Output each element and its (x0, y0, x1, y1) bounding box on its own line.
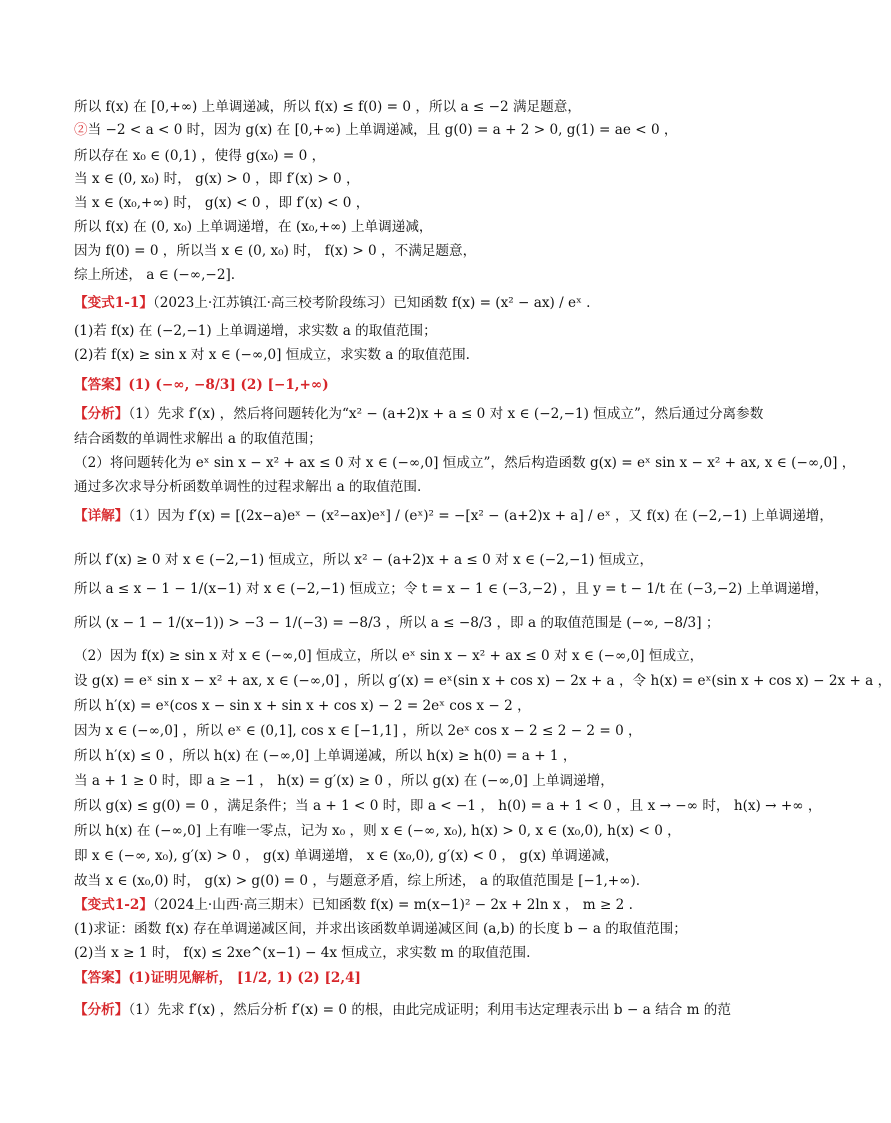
text-line (74, 795, 822, 817)
text-line (74, 476, 734, 498)
text-segment: 结合函数的单调性求解出 a 的取值范围； (74, 431, 322, 447)
text-segment: (2)当 x ≥ 1 时， f(x) ≤ 2xe^(x−1) − 4x 恒成立，求实数 m 的取值范围. (74, 945, 531, 961)
text-segment: （1）因为 f′(x) = [(2x−a)eˣ − (x²−ax)eˣ] / (eˣ)² = −[x² − (a+2)x + a] / eˣ ，又 f(x) 在 (−2,−1) 上单调递增， (128, 508, 833, 524)
label-segment: 【变式1-1】 (74, 295, 153, 311)
text-line (74, 720, 734, 742)
text-line (74, 216, 734, 238)
text-line (74, 612, 734, 634)
text-line (74, 192, 734, 214)
text-segment: (2)若 f(x) ≥ sin x 对 x ∈ (−∞,0] 恒成立，求实数 a 的取值范围. (74, 347, 470, 363)
text-line (74, 96, 734, 118)
text-line (74, 428, 734, 450)
text-line (74, 745, 734, 767)
text-segment: 因为 f(0) = 0 ，所以当 x ∈ (0, x₀) 时， f(x) > 0 ，不满足题意， (74, 243, 477, 259)
text-line (74, 168, 734, 190)
text-segment: 所以 h(x) 在 (−∞,0] 上有唯一零点，记为 x₀ ，则 x ∈ (−∞, x₀), h(x) > 0, x ∈ (x₀,0), h(x) < 0 ， (74, 823, 681, 839)
text-line (74, 670, 891, 692)
label-segment: 【变式1-2】 (74, 897, 153, 913)
text-segment: 即 x ∈ (−∞, x₀), g′(x) > 0 ， g(x) 单调递增， x ∈ (x₀,0), g′(x) < 0 ， g(x) 单调递减， (74, 848, 619, 864)
text-segment: 所以 (x − 1 − 1/(x−1)) > −3 − 1/(−3) = −8/3 ，所以 a ≤ −8/3 ，即 a 的取值范围是 (−∞, −8/3] ； (74, 615, 720, 631)
label-segment: ② (74, 122, 88, 138)
text-segment: 所以 h′(x) = eˣ(cos x − sin x + sin x + cos x) − 2 = 2eˣ cos x − 2 ， (74, 698, 531, 714)
text-line (74, 264, 734, 286)
text-line (74, 967, 734, 989)
text-segment: 所以 f′(x) ≥ 0 对 x ∈ (−2,−1) 恒成立，所以 x² − (a+2)x + a ≤ 0 对 x ∈ (−2,−1) 恒成立， (74, 552, 654, 568)
text-line (74, 870, 734, 892)
label-segment: 【分析】 (74, 406, 129, 422)
text-line (74, 770, 734, 792)
text-line (74, 374, 734, 396)
text-line (74, 845, 734, 867)
text-segment: 设 g(x) = eˣ sin x − x² + ax, x ∈ (−∞,0] ，所以 g′(x) = eˣ(sin x + cos x) − 2x + a ，令 h(x) = eˣ(sin x + cos x) − 2x + a ， (74, 673, 891, 689)
text-line (74, 452, 856, 474)
text-segment: 因为 x ∈ (−∞,0] ，所以 eˣ ∈ (0,1], cos x ∈ [−1,1] ，所以 2eˣ cos x − 2 ≤ 2 − 2 = 0 ， (74, 723, 642, 739)
text-line (74, 145, 734, 167)
text-line (74, 505, 833, 527)
text-segment: （2024上·山西·高三期末）已知函数 f(x) = m(x−1)² − 2x + 2ln x ， m ≥ 2 . (152, 897, 633, 913)
label-segment: (1) (−∞, −8/3] (2) [−1,+∞) (128, 377, 329, 393)
text-segment: （2023上·江苏镇江·高三校考阶段练习）已知函数 f(x) = (x² − ax) / eˣ . (152, 295, 591, 311)
text-segment: 当 −2 < a < 0 时，因为 g(x) 在 [0,+∞) 上单调递减，且 g(0) = a + 2 > 0, g(1) = ae < 0 ， (87, 122, 678, 138)
text-segment: 当 x ∈ (0, x₀) 时， g(x) > 0 ，即 f′(x) > 0 ， (74, 171, 360, 187)
text-line (74, 695, 734, 717)
label-segment: 【分析】 (74, 1002, 129, 1018)
text-segment: 所以 g(x) ≤ g(0) = 0 ，满足条件；当 a + 1 < 0 时，即 a < −1 ， h(0) = a + 1 < 0 ，且 x → −∞ 时， h(x) → +∞ ， (74, 798, 822, 814)
text-line (74, 645, 734, 667)
text-line (74, 344, 734, 366)
text-line (74, 578, 829, 600)
text-segment: (1)若 f(x) 在 (−2,−1) 上单调递增，求实数 a 的取值范围； (74, 323, 437, 339)
text-segment: 所以 f(x) 在 (0, x₀) 上单调递增，在 (x₀,+∞) 上单调递减， (74, 219, 433, 235)
text-line (74, 240, 734, 262)
text-segment: （2）将问题转化为 eˣ sin x − x² + ax ≤ 0 对 x ∈ (−∞,0] 恒成立”，然后构造函数 g(x) = eˣ sin x − x² + ax, x ∈ (−∞,0] ， (74, 455, 856, 471)
text-line (74, 549, 734, 571)
text-segment: 所以 h′(x) ≤ 0 ，所以 h(x) 在 (−∞,0] 上单调递减，所以 h(x) ≥ h(0) = a + 1 ， (74, 748, 577, 764)
label-segment: 【答案】 (74, 970, 129, 986)
text-line (74, 999, 734, 1021)
text-line (74, 894, 734, 916)
text-line (74, 119, 734, 141)
text-segment: 综上所述， a ∈ (−∞,−2]. (74, 267, 236, 283)
text-segment: （2）因为 f(x) ≥ sin x 对 x ∈ (−∞,0] 恒成立，所以 eˣ sin x − x² + ax ≤ 0 对 x ∈ (−∞,0] 恒成立， (74, 648, 704, 664)
text-line (74, 942, 734, 964)
text-line (74, 320, 734, 342)
label-segment: (1)证明见解析， [1/2, 1) (2) [2,4] (128, 970, 361, 986)
text-line (74, 918, 734, 940)
text-segment: (1)求证：函数 f(x) 存在单调递减区间，并求出该函数单调递减区间 (a,b) 的长度 b − a 的取值范围； (74, 921, 687, 937)
text-segment: 通过多次求导分析函数单调性的过程求解出 a 的取值范围. (74, 479, 422, 495)
text-segment: 故当 x ∈ (x₀,0) 时， g(x) > g(0) = 0 ，与题意矛盾，综上所述， a 的取值范围是 [−1,+∞). (74, 873, 641, 889)
text-segment: （1）先求 f′(x) ，然后将问题转化为“x² − (a+2)x + a ≤ 0 对 x ∈ (−2,−1) 恒成立”，然后通过分离参数 (128, 406, 764, 422)
label-segment: 【答案】 (74, 377, 129, 393)
text-segment: 当 x ∈ (x₀,+∞) 时， g(x) < 0 ，即 f′(x) < 0 ， (74, 195, 370, 211)
text-segment: 当 a + 1 ≥ 0 时，即 a ≥ −1 ， h(x) = g′(x) ≥ 0 ，所以 g(x) 在 (−∞,0] 上单调递增， (74, 773, 614, 789)
text-line (74, 292, 734, 314)
text-segment: 所以存在 x₀ ∈ (0,1) ，使得 g(x₀) = 0 ， (74, 148, 326, 164)
text-segment: 所以 a ≤ x − 1 − 1/(x−1) 对 x ∈ (−2,−1) 恒成立；令 t = x − 1 ∈ (−3,−2) ，且 y = t − 1/t 在 (−3,−2) 上单调递增， (74, 581, 829, 597)
text-line (74, 403, 764, 425)
label-segment: 【详解】 (74, 508, 129, 524)
text-segment: （1）先求 f′(x) ，然后分析 f′(x) = 0 的根，由此完成证明；利用韦达定理表示出 b − a 结合 m 的范 (128, 1002, 731, 1018)
text-segment: 所以 f(x) 在 [0,+∞) 上单调递减，所以 f(x) ≤ f(0) = 0 ，所以 a ≤ −2 满足题意， (74, 99, 581, 115)
text-line (74, 820, 734, 842)
